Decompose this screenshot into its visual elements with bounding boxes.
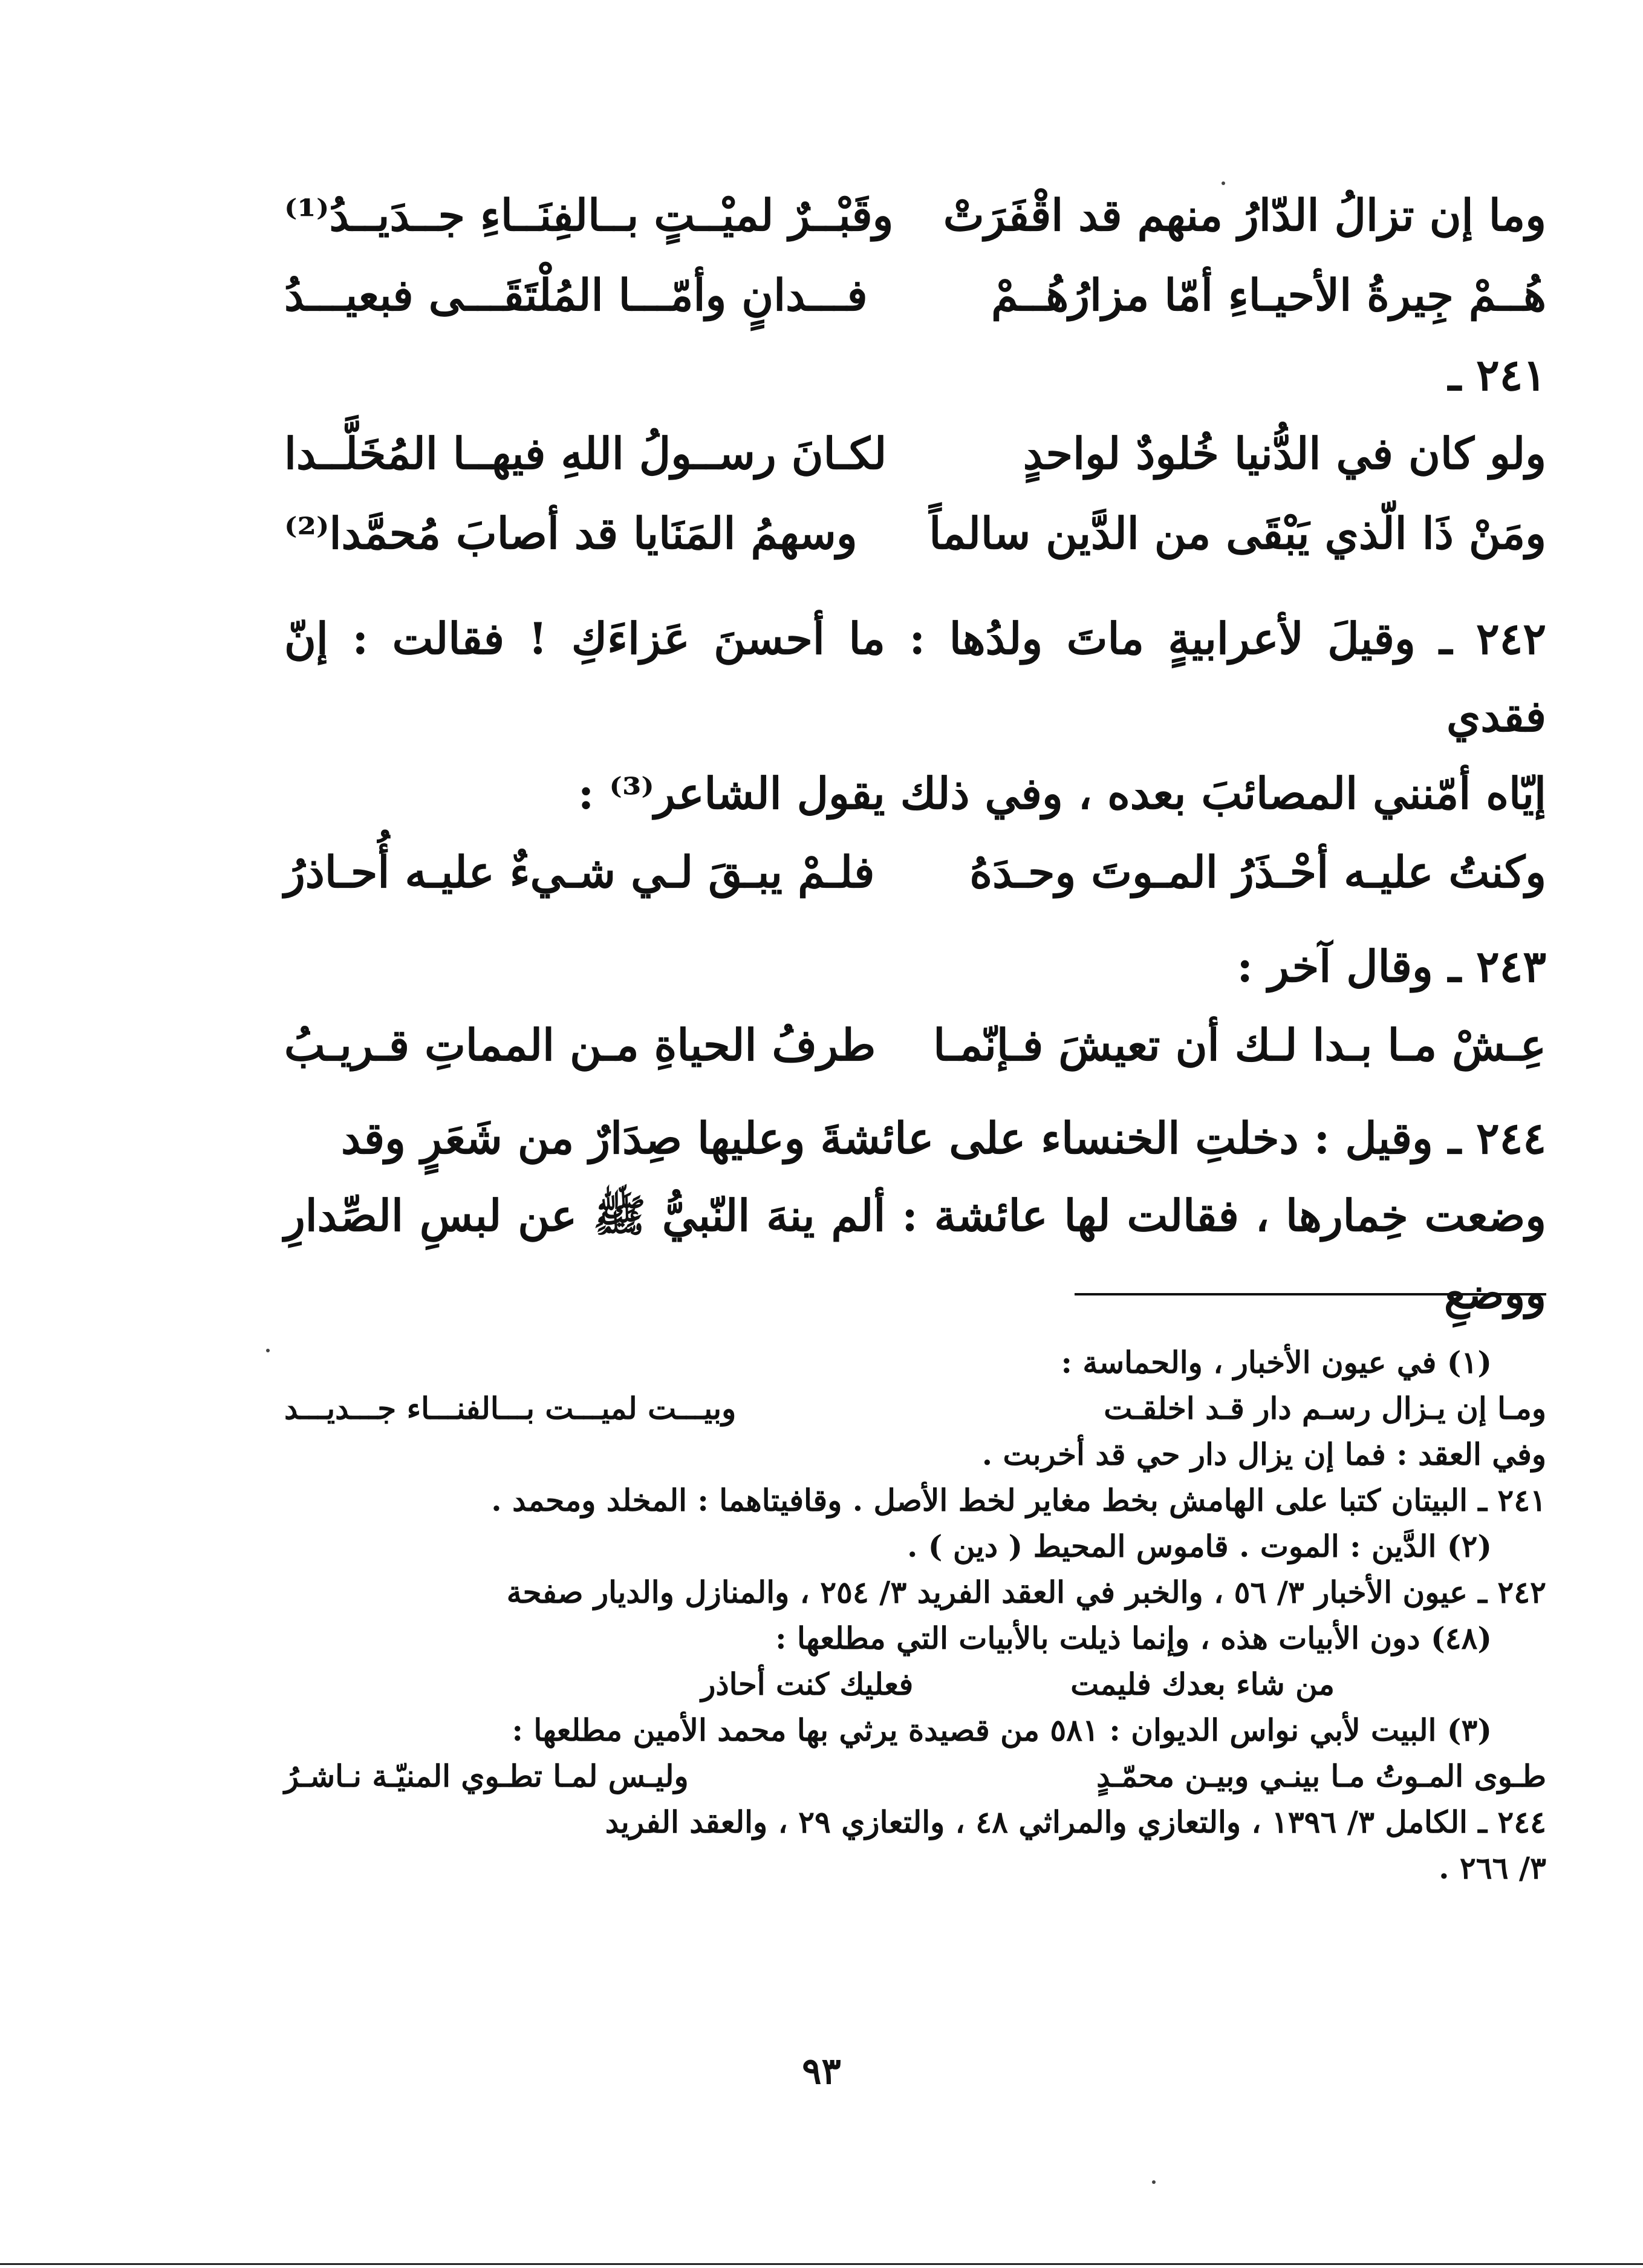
footnote-line: (٤٨) دون الأبيات هذه ، وإنما ذيلت بالأبيات التي مطلعها : [775, 1620, 1492, 1656]
footnote-verse [284, 1661, 1546, 1707]
verse-hemistich: ومَنْ ذَا الّذي يَبْقَى من الدَّين سالماً [929, 507, 1546, 559]
verse-hemistich: فـــدانٍ وأمّـــا المُلْتَقَـــى فبعيـــدُ [284, 269, 868, 321]
footnote-line: (٢) الدَّين : الموت . قاموس المحيط ( دين ) . [906, 1528, 1492, 1564]
prose-line: ٢٤٣ ـ وقال آخر : [1237, 940, 1546, 992]
verse-hemistich: لكـانَ رســولُ اللهِ فيهــا المُخَلَّــدا [284, 428, 887, 479]
footnote-line: وفي العقد : فما إن يزال دار حي قد أخربت . [981, 1436, 1546, 1472]
prose-line: وضعت خِمارها ، فقالت لها عائشة : ألم ينهَ النّبيُّ ﷺ عن لبسِ الصِّدارِ ووضعِ [284, 1190, 1546, 1318]
scan-speck [266, 1349, 270, 1352]
scan-edge-line [0, 2263, 1643, 2265]
verse-line [284, 494, 1546, 573]
spacer [284, 573, 1546, 600]
page-number: ٩٣ [802, 2050, 841, 2093]
verse-hemistich: عِـشْ مـا بـدا لـك أن تعيشَ فـإنّمـا [933, 1019, 1546, 1070]
verse-hemistich: طرفُ الحياةِ مـن المماتِ قـريـبُ [284, 1019, 876, 1070]
verse-line [284, 832, 1546, 912]
verse-hemistich: وسهمُ المَنَايا قد أصابَ مُحمَّدا⁽²⁾ [284, 507, 857, 559]
footnote-line: (١) في عيون الأخبار ، والحماسة : [1061, 1344, 1492, 1380]
scan-speck [1152, 2180, 1156, 2184]
verse-hemistich: فعليك كنت أحاذر [701, 1666, 914, 1702]
prose-line: إيّاه أمّنني المصائبَ بعده ، وفي ذلك يقول الشاعر⁽³⁾ : [577, 767, 1546, 819]
verse-line [284, 175, 1546, 255]
prose-paragraph [284, 1100, 1546, 1332]
footnote-line: ٢٤٢ ـ عيون الأخبار ٣/ ٥٦ ، والخبر في العقد الفريد ٣/ ٢٥٤ ، والمنازل والديار صفحة [506, 1574, 1546, 1610]
verse-hemistich: وما إن تزالُ الدّارُ منهم قد اقْفَرَتْ [943, 189, 1546, 241]
spacer [284, 1085, 1546, 1100]
footnotes-block [284, 1340, 1546, 1891]
verse-hemistich: ومـا إن يـزال رسـم دار قـد اخلقـت [1104, 1390, 1546, 1426]
entry-number: ٢٤١ ـ [1448, 348, 1546, 400]
verse-hemistich: وقَبْــرٌ لميْــتٍ بــالفِنَــاءِ جــدَيــدُ⁽¹⁾ [284, 189, 894, 241]
verse-line [284, 255, 1546, 335]
verse-hemistich: طـوى المـوتُ مـا بينـي وبيـن محمّـدٍ [1096, 1758, 1546, 1794]
footnote-line: (٣) البيت لأبي نواس الديوان : ٥٨١ من قصيدة يرثي بها محمد الأمين مطلعها : [512, 1712, 1492, 1748]
prose-line: ٢٤٤ ـ وقيل : دخلتِ الخنساء على عائشةَ وعليها صِدَارٌ من شَعَرٍ وقد [340, 1112, 1546, 1164]
footnote-line: ٢٤٤ ـ الكامل ٣/ ١٣٩٦ ، والتعازي والمراثي ٤٨ ، والتعازي ٢٩ ، والعقد الفريد [605, 1804, 1546, 1840]
prose-line: ٢٤٢ ـ وقيلَ لأعرابيةٍ ماتَ ولدُها : ما أحسنَ عَزاءَكِ ! فقالت : إنّ فقدي [284, 613, 1546, 741]
prose-paragraph [284, 600, 1546, 832]
verse-hemistich: فلـمْ يبـقَ لـي شـيءٌ عليـه أُحـاذرُ [284, 846, 875, 898]
footnote-divider [1075, 1293, 1546, 1295]
verse-line [284, 1005, 1546, 1085]
verse-hemistich: من شاء بعدك فليمت [1070, 1666, 1335, 1702]
footnote-line: ٢٤١ ـ البيتان كتبا على الهامش بخط مغاير لخط الأصل . وقافيتاهما : المخلد ومحمد . [491, 1482, 1546, 1518]
verse-hemistich: ولو كان في الدُّنيا خُلودٌ لواحدٍ [1023, 428, 1546, 479]
verse-hemistich: وبيـــت لميـــت بـــالفنـــاء جـــديـــد [284, 1390, 737, 1426]
verse-hemistich: وكنتُ عليـه أحْـذَرُ المـوتَ وحـدَهُ [969, 846, 1546, 898]
verse-line [284, 414, 1546, 494]
scan-speck [1222, 181, 1225, 185]
spacer [284, 912, 1546, 927]
main-text-block [284, 175, 1546, 1332]
verse-hemistich: هُــمْ جِيرةُ الأحيـاءِ أمّا مزارُهُــمْ [991, 269, 1546, 321]
footnote-verse [284, 1753, 1546, 1799]
footnote-verse [284, 1386, 1546, 1432]
verse-hemistich: وليـس لمـا تطـوي المنيّـة نـاشـرُ [284, 1758, 689, 1794]
footnote-line: ٣/ ٢٦٦ . [1439, 1850, 1546, 1886]
